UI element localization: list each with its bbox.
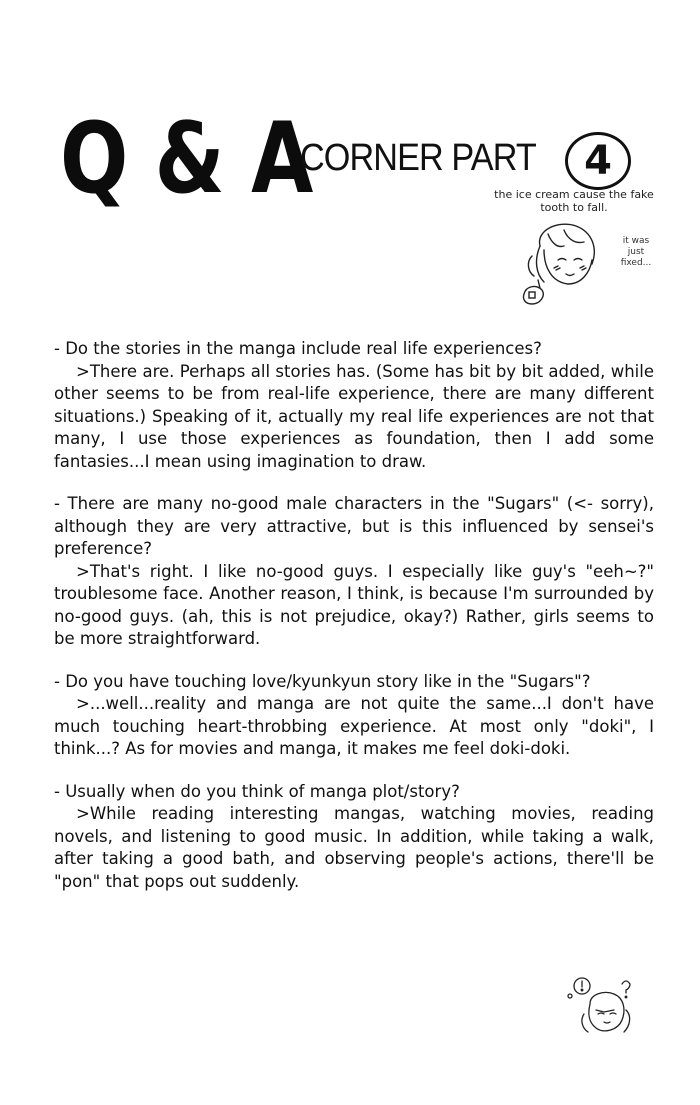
chibi-face-icon: [560, 970, 650, 1040]
answer-text: >That's right. I like no-good guys. I especially like guy's "eeh~?" troublesome face. Another reason, I think, is because I'm surrounded by no-good guys. (ah, this is not prejudice, okay?) Rather, girls seems to be more straightforward.: [54, 561, 654, 648]
part-number-badge: [565, 132, 631, 190]
answer-text: >There are. Perhaps all stories has. (Some has bit by bit added, while other seems to be from real-life experience, there are many different situations.) Speaking of it, actually my real life experiences are not that many, I use those experiences as foundation, then I add some fantasies...I mean using imagination to draw.: [54, 361, 654, 471]
answer-text: >While reading interesting mangas, watching movies, reading novels, and listening to good music. In addition, while taking a walk, after taking a good bath, and observing people's actions, there'll be "pon" that pops out suddenly.: [54, 804, 654, 891]
doodle-note: it was just fixed...: [620, 236, 652, 268]
part-number: 4: [584, 138, 612, 184]
author-doodle: [488, 188, 658, 318]
page-subtitle: CORNER PART: [300, 137, 536, 179]
qa-item: [54, 781, 654, 894]
question-text: - Do the stories in the manga include real life experiences?: [54, 339, 542, 358]
page-title: Q & A: [60, 102, 313, 216]
question-text: - Do you have touching love/kyunkyun story like in the "Sugars"?: [54, 671, 591, 691]
doodle-caption: the ice cream cause the fake tooth to fall.: [494, 188, 654, 214]
question-text: - There are many no-good male characters in the "Sugars" (<- sorry), although they are very attractive, but is this influenced by sensei's preference?: [54, 494, 654, 558]
qa-item: [54, 671, 654, 761]
chibi-face-doodle: [560, 970, 650, 1040]
question-text: - Usually when do you think of manga plot/story?: [54, 781, 460, 801]
answer-text: >...well...reality and manga are not quite the same...I don't have much touching heart-throbbing experience. At most only "doki", I think...? As for movies and manga, it makes me feel doki-doki.: [54, 694, 654, 758]
qa-item: [54, 493, 654, 651]
qa-content: [54, 338, 654, 913]
qa-item: [54, 338, 654, 473]
author-sketch-icon: [518, 216, 618, 316]
